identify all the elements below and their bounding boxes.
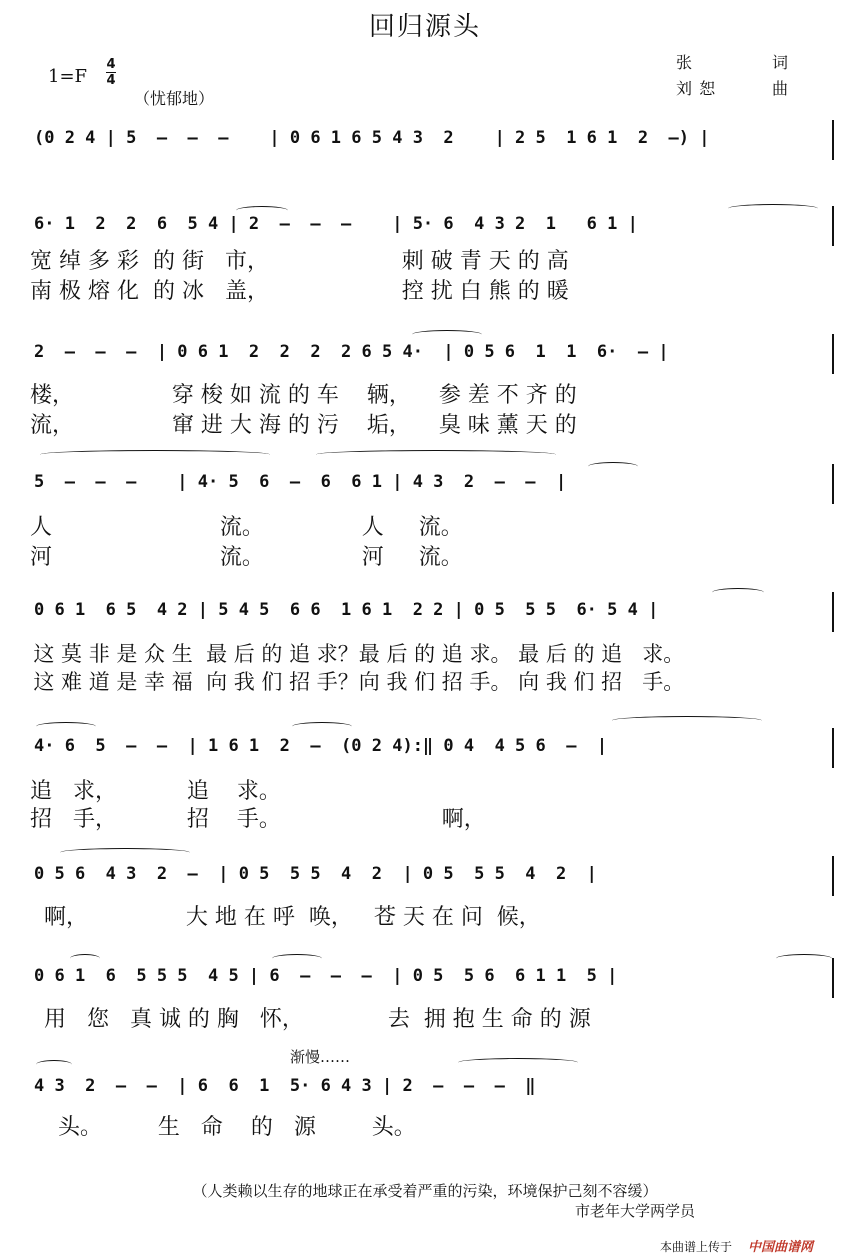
lyric-verse-2: 这 难 道 是 幸 福 向 我 们 招 手？向 我 们 招 手。 向 我 们 招 手。 xyxy=(20,670,685,694)
time-signature-bottom: 4 xyxy=(106,73,116,88)
composer-name: 刘 恕 xyxy=(676,79,717,98)
time-signature-top: 4 xyxy=(106,57,116,72)
barline xyxy=(832,856,834,896)
slur xyxy=(60,848,190,857)
slur xyxy=(588,462,638,471)
barline xyxy=(832,464,834,504)
notation-line: 0 6 1 6 5 5 5 4 5 | 6 – – – | 0 5 5 6 6 1 1 5 | xyxy=(34,966,618,986)
slur xyxy=(236,206,288,215)
mood-marking: （忧郁地） xyxy=(134,89,215,108)
compose-role: 曲 xyxy=(772,79,790,98)
lyric-role: 词 xyxy=(772,53,790,72)
lyric-verse-1: 头。 生 命 的 源 头。 xyxy=(30,1115,416,1140)
slur xyxy=(612,716,762,725)
time-signature xyxy=(106,58,116,87)
lyric-verse-1: 啊， 大 地 在 呼 唤， 苍 天 在 问 候， xyxy=(30,905,541,930)
tempo-marking: 渐慢…… xyxy=(290,1048,351,1066)
slur xyxy=(36,722,96,731)
slur xyxy=(712,588,764,597)
lyric-verse-1: 宽 绰 多 彩 的 街 市， 刺 破 青 天 的 高 xyxy=(30,249,569,274)
slur xyxy=(316,450,556,459)
slur xyxy=(70,954,100,963)
barline xyxy=(832,592,834,632)
barline xyxy=(832,206,834,246)
lyric-verse-1: 楼， 穿 梭 如 流 的 车 辆， 参 差 不 齐 的 xyxy=(30,383,577,408)
tie xyxy=(776,954,832,963)
score-row-4 xyxy=(0,472,850,604)
tie xyxy=(40,450,270,459)
barline xyxy=(832,958,834,998)
notation-line: 6· 1 2 2 6 5 4 | 2 – – – | 5· 6 4 3 2 1 6 1 | xyxy=(34,214,638,234)
notation-line: (0 2 4 | 5 – – – | 0 6 1 6 5 4 3 2 | 2 5 1 6 1 2 –) | xyxy=(34,128,710,148)
notation-line: 4 3 2 – – | 6 6 1 5· 6 4 3 | 2 – – – ‖ xyxy=(34,1076,536,1096)
barline xyxy=(832,728,834,768)
lyric-verse-2: 招 手， 招 手。 啊， xyxy=(30,807,486,832)
lyric-verse-2: 河 流。 河 流。 xyxy=(30,545,463,570)
notation-line: 2 – – – | 0 6 1 2 2 2 2 6 5 4· | 0 5 6 1 1 6· – | xyxy=(34,342,669,362)
footnote: （人类赖以生存的地球正在承受着严重的污染，环境保护己刻不容缓） xyxy=(192,1182,658,1200)
slur xyxy=(458,1058,578,1067)
score-row-5 xyxy=(0,600,850,732)
notation-line: 0 6 1 6 5 4 2 | 5 4 5 6 6 1 6 1 2 2 | 0 5 5 5 6· 5 4 | xyxy=(34,600,659,620)
notation-line: 0 5 6 4 3 2 – | 0 5 5 5 4 2 | 0 5 5 5 4 2 | xyxy=(34,864,597,884)
barline xyxy=(832,120,834,160)
lyric-verse-1: 用 您 真 诚 的 胸 怀， 去 拥 抱 生 命 的 源 xyxy=(30,1007,591,1032)
slur xyxy=(728,204,818,213)
score-row-2 xyxy=(0,214,850,346)
lyric-verse-2: 南 极 熔 化 的 冰 盖， 控 扰 白 熊 的 暖 xyxy=(30,279,569,304)
author-note: 市老年大学两学员 xyxy=(575,1202,696,1220)
page-title: 回归源头 xyxy=(368,12,481,42)
notation-line: 4· 6 5 – – | 1 6 1 2 – (0 2 4):‖ 0 4 4 5 6 – | xyxy=(34,736,608,756)
slur xyxy=(272,954,322,963)
lyric-verse-1: 追 求， 追 求。 xyxy=(30,779,281,804)
tie xyxy=(36,1060,72,1069)
lyric-verse-1: 人 流。 人 流。 xyxy=(30,515,463,540)
site-note: 本曲谱上传于 xyxy=(660,1240,733,1254)
lyricist-name: 张 xyxy=(676,53,694,72)
slur xyxy=(292,722,352,731)
barline xyxy=(832,334,834,374)
key-signature: 1=F xyxy=(48,66,88,87)
slur xyxy=(412,330,482,339)
site-logo: 中国曲谱网 xyxy=(748,1240,814,1255)
lyric-verse-2: 流， 窜 进 大 海 的 污 垢， 臭 味 薰 天 的 xyxy=(30,413,577,438)
lyric-verse-1: 这 莫 非 是 众 生 最 后 的 追 求？最 后 的 追 求。 最 后 的 追 求。 xyxy=(20,642,685,666)
notation-line: 5 – – – | 4· 5 6 – 6 6 1 | 4 3 2 – – | xyxy=(34,472,567,492)
